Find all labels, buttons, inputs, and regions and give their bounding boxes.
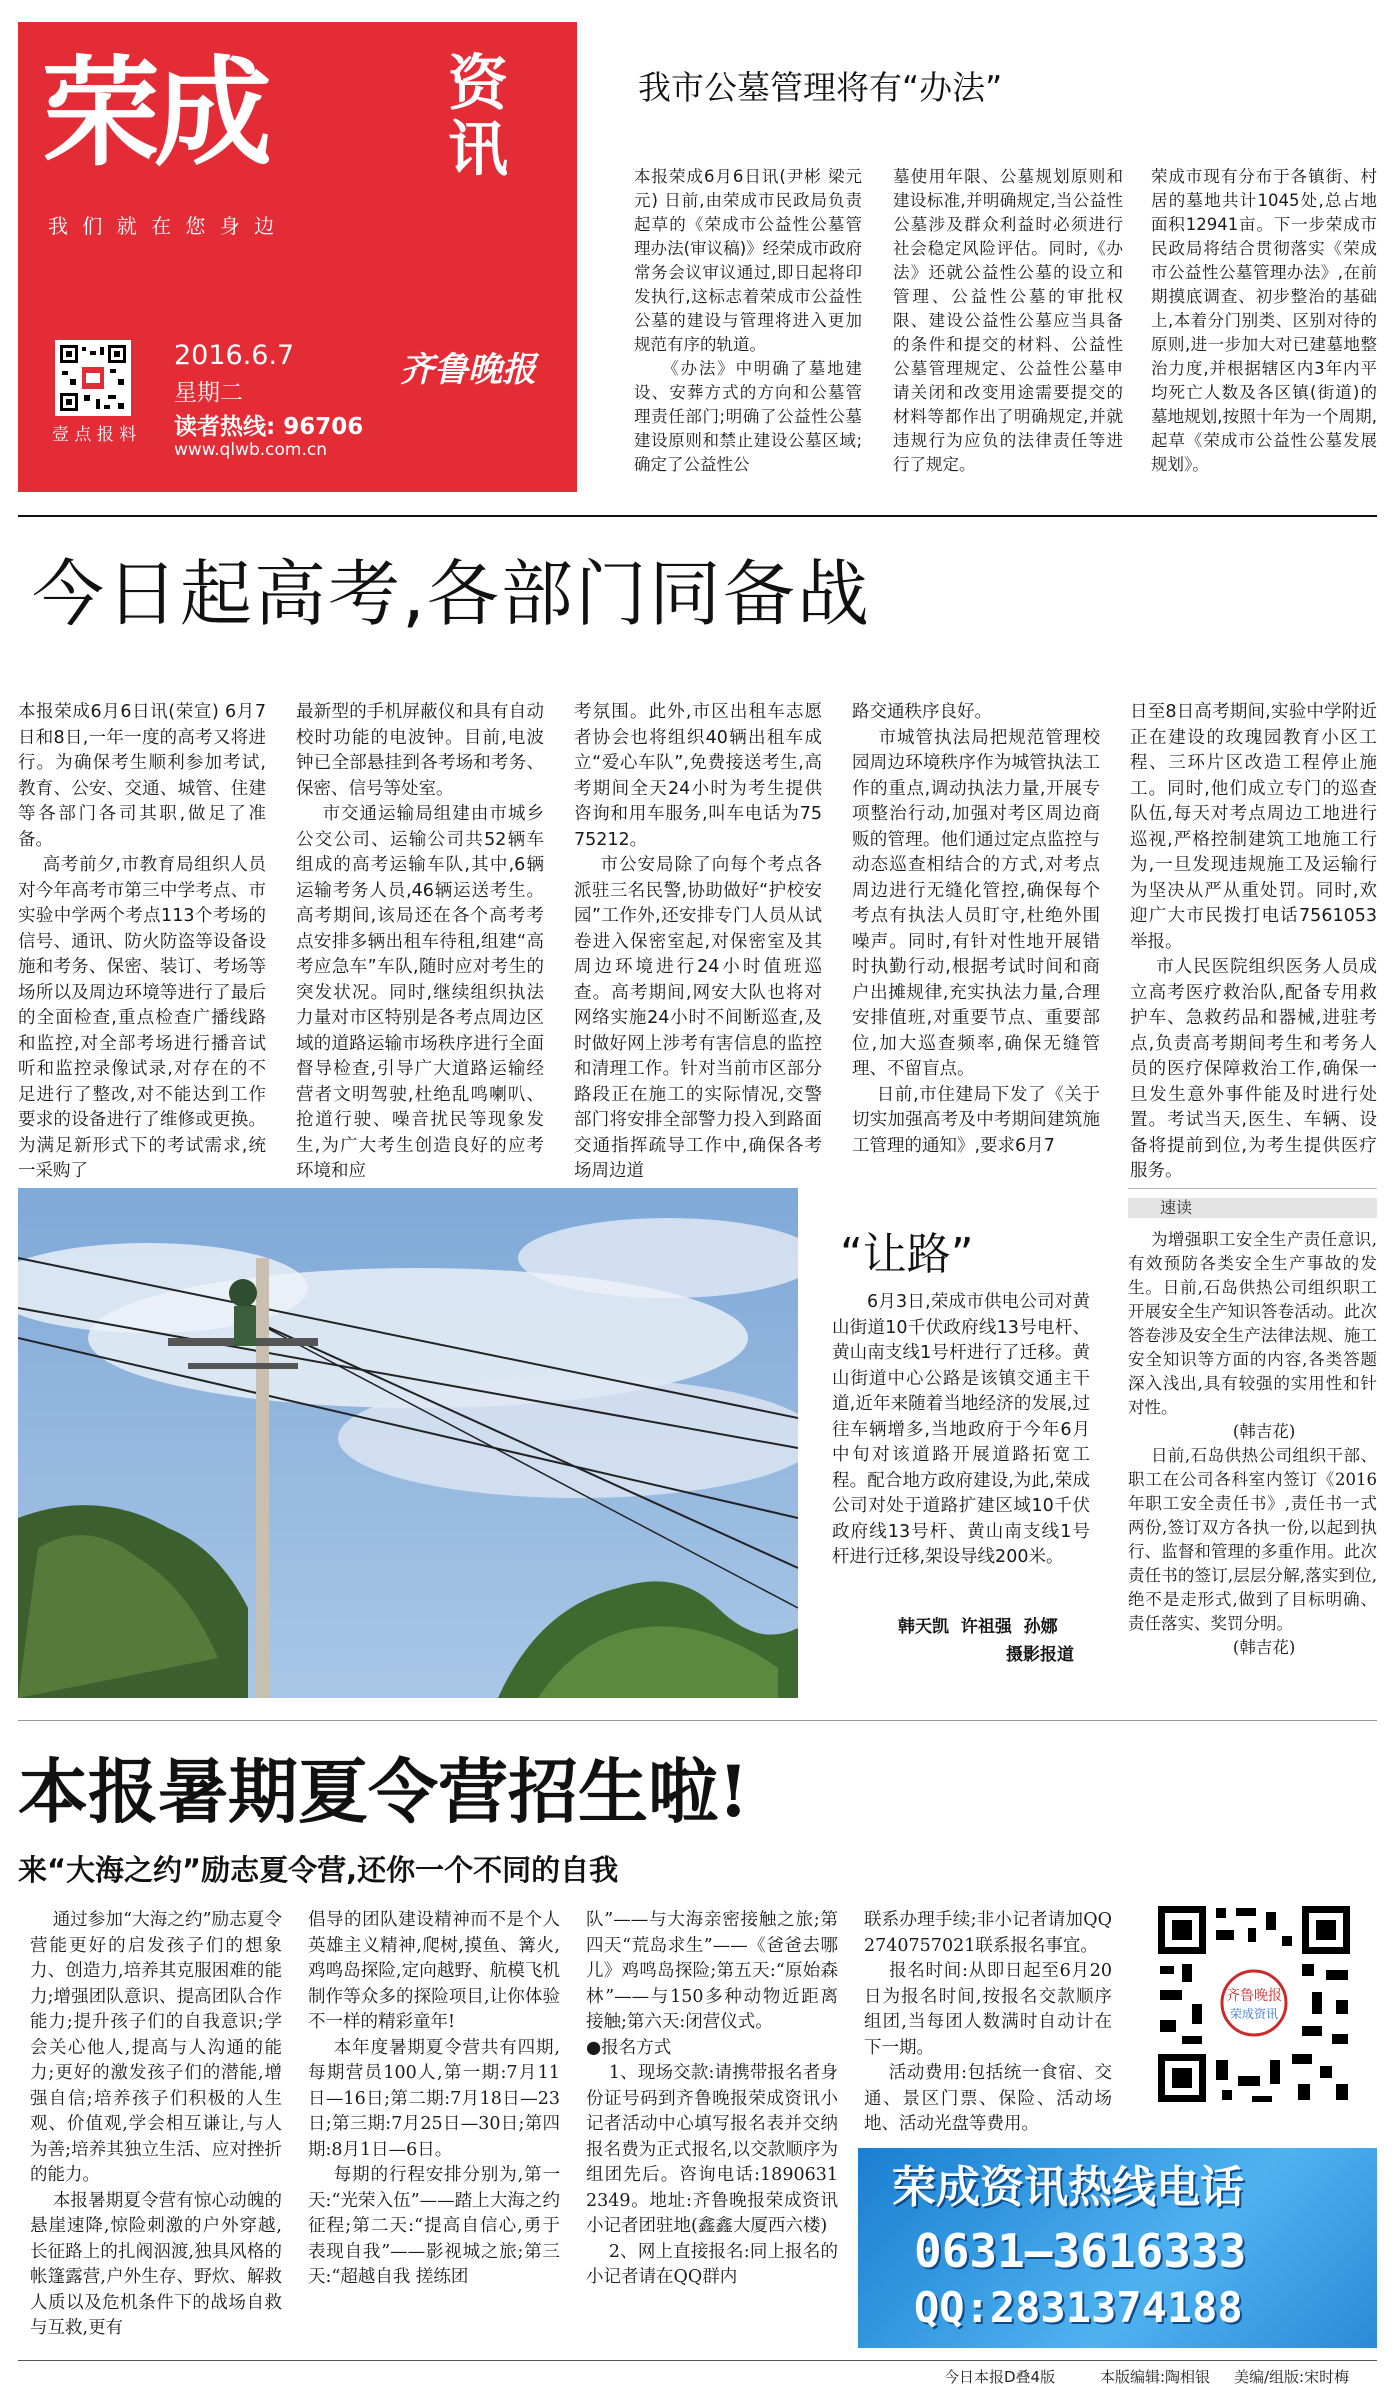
footer-pages: 今日本报D叠4版 <box>944 2368 1056 2386</box>
story1-column-3: 荣成市现有分布于各镇街、村居的墓地共计1045处,总占地面积12941亩。下一步荣成市民政局将结合贯彻落实《荣成市公益性公墓管理办法》,在前期摸底调查、初步整治的基础上,本着分门别类、区别对待的原则,进一步加大对已建墓地整治力度,并根据辖区内3年内平均死亡人数及各区镇(街道)的墓地规划,按照十年为一个周期,起草《荣成市公益性公墓发展规划》。 <box>1151 167 1377 474</box>
masthead-qr-code <box>55 340 131 416</box>
brief-label: 速读 <box>1160 1198 1193 1217</box>
reader-hotline: 读者热线: 96706 <box>174 414 364 440</box>
paper-logo: 齐鲁晚报 <box>400 350 536 390</box>
footer-line <box>18 2360 1377 2361</box>
story2-column-3: 考氛围。此外,市区出租车志愿者协会也将组织40辆出租车成立“爱心车队”,免费接送考生,高考期间全天24小时为考生提供咨询和用车服务,叫车电话为7575212。 市公安局除了向每个考点各派驻三名民警,协助做好“护校安园”工作外,还安排专门人员从试卷进入保密室起,对保密室及其周边环境进行24小时值班巡查。高考期间,网安大队也将对网络实施24小时不间断巡查,及时做好网上涉考有害信息的监控和清理工作。针对当前市区部分路段正在施工的实际情况,交警部门将安排全部警力投入到路面交通指挥疏导工作中,确保各考场周边道 <box>574 702 822 1181</box>
divider-line <box>18 515 1377 517</box>
svg-text:荣成资讯: 荣成资讯 <box>1229 2007 1279 2021</box>
qr-pattern-icon <box>58 343 128 413</box>
svg-text:齐鲁晚报: 齐鲁晚报 <box>1226 1988 1282 2004</box>
hotline-ad <box>858 2148 1377 2348</box>
qr-caption: 壹 点 报 料 <box>52 425 137 445</box>
story4-column-3: 队”——与大海亲密接触之旅;第四天“荒岛求生”——《爸爸去哪儿》鸡鸣岛探险;第五天:“原始森林”——与150多种动物近距离接触;第六天:闭营仪式。 ●报名方式 1、现场交款:请携带报名者身份证号码到齐鲁晚报荣成资讯小记者活动中心填写报名表并交纳报名费为正式报名,以交款顺序为组团先后。咨询电话:18906312349。地址:齐鲁晚报荣成资讯小记者团驻地(鑫鑫大厦西六楼) 2、网上直接报名:同上报名的小记者请在QQ群内 <box>586 1910 838 2287</box>
story4-subhead: 来“大海之约”励志夏令营,还你一个不同的自我 <box>18 1853 619 1887</box>
logo-main: 荣成 <box>42 44 267 182</box>
logo-side-bottom: 讯 <box>448 115 508 185</box>
ad-phone: 0631—3616333 <box>914 2224 1247 2278</box>
story2-headline: 今日起高考,各部门同备战 <box>32 552 871 636</box>
story2-column-5: 日至8日高考期间,实验中学附近正在建设的玫瑰园教育小区工程、三环片区改造工程停止施工。同时,他们成立专门的巡查队伍,每天对考点周边工地进行巡视,严格控制建筑工地施工行为,一旦发现违规施工及运输行为坚决从严从重处罚。同时,欢迎广大市民拨打电话7561053举报。 市人民医院组织医务人员成立高考医疗救治队,配备专用救护车、急救药品和器械,进驻考点,负责高考期间考生和考务人员的医疗保障救治工作,确保一旦发生意外事件能及时进行处置。考试当天,医生、车辆、设备将提前到位,为考生提供医疗服务。 <box>1130 702 1377 1181</box>
footer-editor: 本版编辑:陶相银 <box>1100 2368 1211 2386</box>
website-url: www.qlwb.com.cn <box>174 440 327 460</box>
story1-title: 我市公墓管理将有“办法” <box>638 68 1003 107</box>
story1-column-2: 墓使用年限、公墓规划原则和建设标准,并明确规定,当公益性公墓涉及群众利益时必须进行社会稳定风险评估。同时,《办法》还就公益性公墓的设立和管理、公益性公墓的审批权限、建设公益性公墓应当具备的条件和提交的材料、公益性公墓管理规定、公益性公墓申请关闭和改变用途需要提交的材料等都作出了明确规定,并就违规行为应负的法律责任等进行了规定。 <box>893 167 1123 474</box>
story1-column-1: 本报荣成6月6日讯(尹彬 梁元元) 日前,由荣成市民政局负责起草的《荣成市公益性公墓管理办法(审议稿)》经荣成市政府常务会议审议通过,即日起将印发执行,这标志着荣成市公益性公墓的建设与管理将进入更加规范有序的轨道。 《办法》中明确了墓地建设、安葬方式的方向和公墓管理责任部门;明确了公益性公墓建设原则和禁止建设公墓区域;确定了公益性公 <box>634 167 863 474</box>
footer-designer: 美编/组版:宋时梅 <box>1234 2368 1350 2386</box>
qr-pattern-icon <box>1152 1900 1356 2108</box>
story3-title: “让路” <box>840 1229 974 1280</box>
ad-qq: QQ:2831374188 <box>914 2283 1243 2332</box>
story4-headline: 本报暑期夏令营招生啦! <box>18 1750 749 1833</box>
utility-pole-photo-icon <box>18 1188 798 1698</box>
story4-column-1: 通过参加“大海之约”励志夏令营能更好的启发孩子们的想象力、创造力,培养其克服困难的能力;增强团队意识、提高团队合作能力;提升孩子们的自我意识;学会关心他人,提高与人沟通的能力;更好的激发孩子们的潜能,增强自信;培养孩子们积极的人生观、价值观,学会相互谦让,与人为善;培养其独立生活、应对挫折的能力。 本报暑期夏令营有惊心动魄的悬崖速降,惊险刺激的户外穿越,长征路上的扎阀泅渡,独具风格的帐篷露营,户外生存、野炊、解救人质以及危机条件下的战场自救与互救,更有 <box>30 1910 282 2338</box>
camp-qr-code <box>1150 1898 1358 2110</box>
logo-side-top: 资 <box>448 49 508 119</box>
ad-title: 荣成资讯热线电话 <box>892 2162 1244 2213</box>
story3-byline: 韩天凯 许祖强 孙娜 <box>898 1617 1058 1637</box>
power-line-photo <box>18 1188 798 1698</box>
issue-date: 2016.6.7 <box>174 340 295 371</box>
story3-credit: 摄影报道 <box>1006 1645 1074 1665</box>
story2-column-2: 最新型的手机屏蔽仪和具有自动校时功能的电波钟。目前,电波钟已全部悬挂到各考场和考务、保密、信号等处室。 市交通运输局组建由市城乡公交公司、运输公司共52辆车组成的高考运输车队,其中,6辆运输考务人员,46辆运送考生。高考期间,该局还在各个高考考点安排多辆出租车待租,组建“高考应急车”车队,随时应对考生的突发状况。同时,继续组织执法力量对市区特别是各考点周边区域的道路运输市场秩序进行全面督导检查,引导广大道路运输经营者文明驾驶,杜绝乱鸣喇叭、抢道行驶、噪音扰民等现象发生,为广大考生创造良好的应考环境和应 <box>296 702 544 1181</box>
slogan: 我 们 就 在 您 身 边 <box>48 214 279 238</box>
divider-line <box>18 1720 1377 1721</box>
story4-column-2: 倡导的团队建设精神而不是个人英雄主义精神,爬树,摸鱼、篝火,鸡鸣岛探险,定向越野、航模飞机制作等众多的探险项目,让你体验不一样的精彩童年! 本年度暑期夏令营共有四期,每期营员100人,第一期:7月11日—16日;第二期:7月18日—23日;第三期:7月25日—30日;第四期:8月1日—6日。 每期的行程安排分别为,第一天:“光荣入伍”——踏上大海之约征程;第二天:“提高自信心,勇于表现自我”——影视城之旅;第三天:“超越自我 搓练团 <box>308 1910 560 2287</box>
story3-body: 6月3日,荣成市供电公司对黄山街道10千伏政府线13号电杆、黄山南支线1号杆进行了迁移。黄山街道中心公路是该镇交通主干道,近年来随着当地经济的发展,过往车辆增多,当地政府于今年6月中旬对该道路开展道路拓宽工程。配合地方政府建设,为此,荣成公司对处于道路扩建区域10千伏政府线13号杆、黄山南支线1号杆进行迁移,架设导线200米。 <box>832 1292 1090 1567</box>
brief-body: 为增强职工安全生产责任意识,有效预防各类安全生产事故的发生。日前,石岛供热公司组织职工开展安全生产知识答卷活动。此次答卷涉及安全生产法律法规、施工安全知识等方面的内容,各类答题深入浅出,具有较强的实用性和针对性。 (韩吉花) 日前,石岛供热公司组织干部、职工在公司各科室内签订《2016年职工安全责任书》,责任书一式两份,签订双方各执一份,以起到执行、监督和管理的多重作用。此次责任书的签订,层层分解,落实到位,绝不是走形式,做到了目标明确、责任落实、奖罚分明。 (韩吉花) <box>1128 1230 1378 1657</box>
story2-column-4: 路交通秩序良好。 市城管执法局把规范管理校园周边环境秩序作为城管执法工作的重点,调动执法力量,开展专项整治行动,加强对考区周边商贩的管理。他们通过定点监控与动态巡查相结合的方式,对考点周边进行无缝化管控,确保每个考点有执法人员盯守,杜绝外围噪声。同时,有针对性地开展错时执勤行动,根据考试时间和商户出摊规律,充实执法力量,合理安排值班,对重要节点、重要部位,加大巡查频率,确保无缝管理、不留盲点。 日前,市住建局下发了《关于切实加强高考及中考期间建筑施工管理的通知》,要求6月7 <box>852 702 1100 1156</box>
story4-column-4: 联系办理手续;非小记者请加QQ2740757021联系报名事宜。 报名时间:从即日起至6月20日为报名时间,按报名交款顺序组团,当每团人数满时自动计在下一期。 活动费用:包括统一食宿、交通、景区门票、保险、活动场地、活动光盘等费用。 <box>864 1910 1112 2134</box>
issue-weekday: 星期二 <box>174 380 243 406</box>
story2-column-1: 本报荣成6月6日讯(荣宣) 6月7日和8日,一年一度的高考又将进行。为确保考生顺利参加考试,教育、公安、交通、城管、住建等各部门各司其职,做足了准备。 高考前夕,市教育局组织人员对今年高考市第三中学考点、市实验中学两个考点113个考场的信号、通讯、防火防盗等设备设施和考务、保密、装订、考场等场所以及周边环境等进行了最后的全面检查,重点检查广播线路和监控,对全部考场进行播音试听和监控录像试录,对存在的不足进行了整改,对不能达到工作要求的设备进行了维修或更换。为满足新形式下的考试需求,统一采购了 <box>18 702 266 1181</box>
